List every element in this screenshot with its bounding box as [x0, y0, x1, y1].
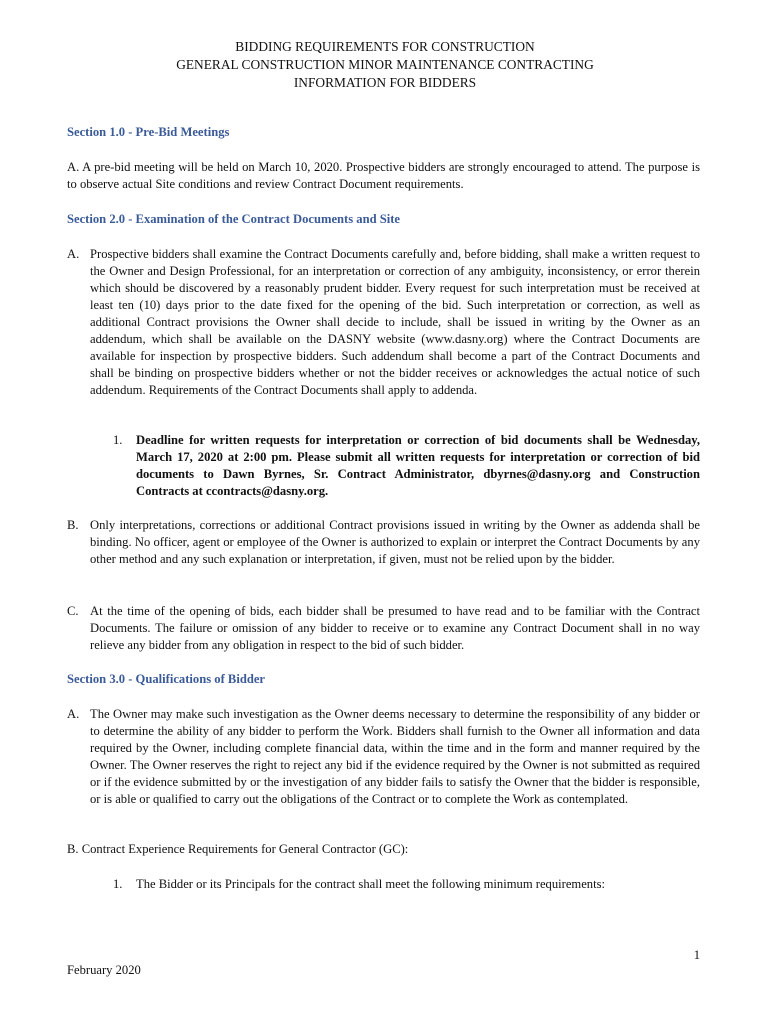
document-title [0, 38, 770, 92]
item-marker: A. [67, 247, 80, 261]
item-text: At the time of the opening of bids, each bidder shall be presumed to have read and to be familiar with the Contract Documents. The failure or omission of any bidder to receive or to examine any Contract Document shall in no way relieve any bidder from any obligation in respect to the bid of such bidder. [90, 604, 700, 652]
item-text: The Owner may make such investigation as the Owner deems necessary to determine the responsibility of any bidder or to determine the ability of any bidder to perform the Work. Bidders shall furnish to the Owner all information and data required by the Owner, including complete financial data, within the time and in the form and manner required by the Owner. The Owner reserves the right to reject any bid if the evidence required by the Owner is not submitted as required or if the evidence submitted by or the investigation of any bidder fails to satisfy the Owner that the bidder is responsible, or is able or qualified to carry out the obligations of the Contract or to complete the Work as contemplated. [90, 707, 700, 806]
section-2-heading: Section 2.0 - Examination of the Contract Documents and Site [67, 212, 401, 226]
section-2-item-b [67, 517, 700, 568]
subitem-text: Deadline for written requests for interpretation or correction of bid documents shall be Wednesday, March 17, 2020 at 2:00 pm. Please submit all written requests for interpretation or correction of bid documents to Dawn Byrnes, Sr. Contract Administrator, dbyrnes@dasny.org and Construction Contracts at ccontracts@dasny.org. [136, 433, 700, 498]
section-3-item-b: B. Contract Experience Requirements for General Contractor (GC): [67, 842, 409, 856]
title-line-2: GENERAL CONSTRUCTION MINOR MAINTENANCE CONTRACTING [176, 57, 594, 72]
subitem-marker: 1. [113, 433, 123, 447]
item-marker: C. [67, 604, 79, 618]
title-line-1: BIDDING REQUIREMENTS FOR CONSTRUCTION [235, 39, 535, 54]
section-3-item-a [67, 706, 700, 808]
section-3-heading: Section 3.0 - Qualifications of Bidder [67, 672, 266, 686]
page-number: 1 [693, 948, 700, 962]
subitem-text: The Bidder or its Principals for the contract shall meet the following minimum requirements: [136, 877, 606, 891]
item-text: Only interpretations, corrections or additional Contract provisions issued in writing by the Owner as addenda shall be binding. No officer, agent or employee of the Owner is authorized to explain or interpret the Contract Documents by any other method and any such explanation or interpretation, if given, must not be relied upon by the bidder. [90, 518, 700, 566]
section-1-heading: Section 1.0 - Pre-Bid Meetings [67, 125, 230, 139]
section-2-item-c [67, 603, 700, 654]
item-marker: A. [67, 707, 80, 721]
section-1-paragraph: A. A pre-bid meeting will be held on March 10, 2020. Prospective bidders are strongly encouraged to attend. The purpose is to observe actual Site conditions and review Contract Document requirements. [67, 160, 700, 191]
subitem-marker: 1. [113, 877, 123, 891]
section-2-item-a [67, 246, 700, 399]
footer-date: February 2020 [67, 963, 141, 977]
item-text: Prospective bidders shall examine the Contract Documents carefully and, before bidding, shall make a written request to the Owner and Design Professional, for an interpretation or correction of any ambiguity, inconsistency, or error therein which should be discovered by a reasonably prudent bidder. Every request for such interpretation must be received at least ten (10) days prior to the date fixed for the opening of the bid. Such interpretation or correction, as well as additional Contract provisions the Owner shall decide to include, shall be issued in writing by the Owner as an addendum, which shall be available on the DASNY website (www.dasny.org) where the Contract Documents are available for inspection by prospective bidders. Such addendum shall become a part of the Contract Documents and shall be binding on prospective bidders whether or not the bidder receives or acknowledges the actual notice of such addendum. Requirements of the Contract Documents shall apply to addenda. [90, 247, 700, 397]
title-line-3: INFORMATION FOR BIDDERS [293, 75, 477, 90]
item-marker: B. [67, 518, 79, 532]
section-2-subitem-1 [113, 432, 700, 500]
section-3-subitem-1 [113, 876, 700, 893]
